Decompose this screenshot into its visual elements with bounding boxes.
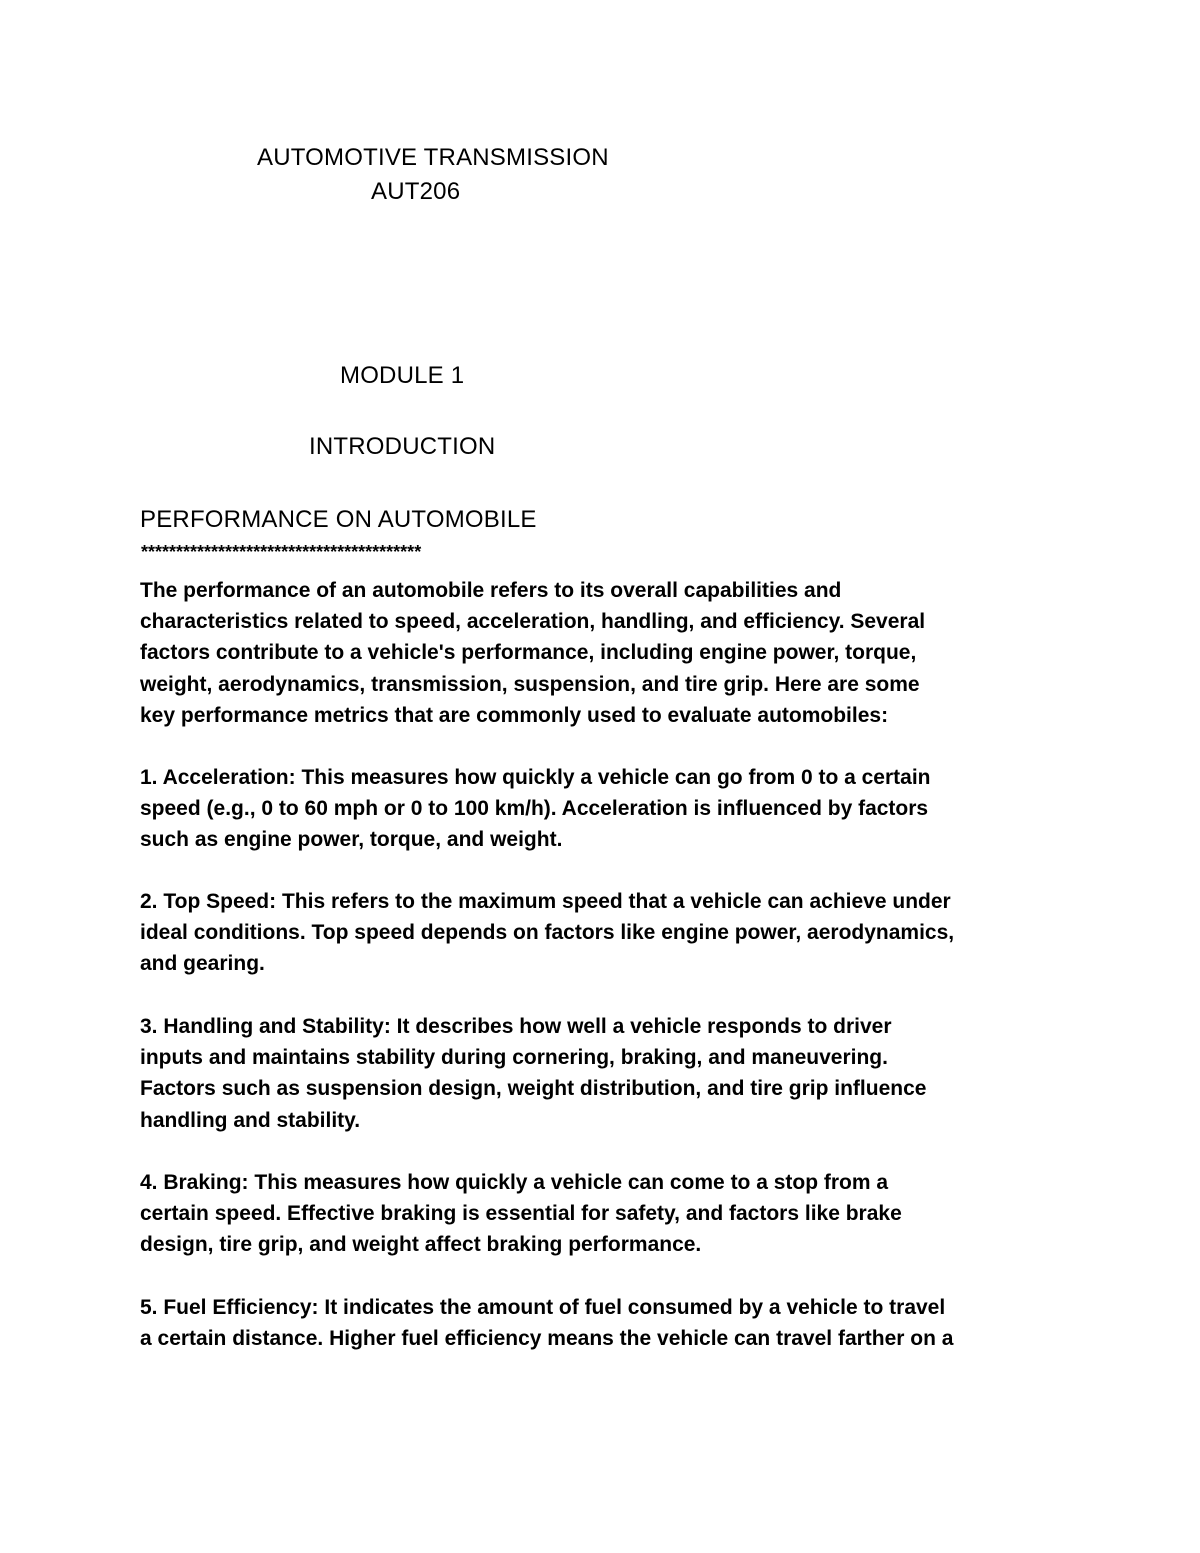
list-item-fuel-efficiency (140, 1292, 1070, 1354)
text-line: Factors such as suspension design, weight distribution, and tire grip influence (140, 1077, 927, 1101)
text-line: key performance metrics that are commonly used to evaluate automobiles: (140, 703, 889, 727)
text-line: The performance of an automobile refers to its overall capabilities and (140, 579, 842, 602)
list-item-handling (140, 1011, 1070, 1136)
intro-paragraph (140, 575, 1070, 731)
course-title: AUTOMOTIVE TRANSMISSION (257, 144, 609, 171)
course-code: AUT206 (371, 178, 461, 205)
text-line: certain speed. Effective braking is essential for safety, and factors like brake (140, 1202, 902, 1226)
module-label: MODULE 1 (340, 362, 465, 389)
text-line: a certain distance. Higher fuel efficiency means the vehicle can travel farther on a (140, 1327, 954, 1351)
text-line: factors contribute to a vehicle's performance, including engine power, torque, (140, 641, 917, 665)
section-heading: PERFORMANCE ON AUTOMOBILE (140, 506, 537, 533)
text-line: characteristics related to speed, acceleration, handling, and efficiency. Several (140, 610, 926, 634)
list-item-acceleration (140, 762, 1070, 856)
text-line: handling and stability. (140, 1108, 361, 1132)
list-item-braking (140, 1167, 1070, 1261)
text-line: such as engine power, torque, and weight. (140, 828, 563, 852)
section-title: INTRODUCTION (309, 433, 496, 460)
list-item-top-speed (140, 886, 1070, 980)
separator-line: **************************************** (141, 542, 422, 562)
text-line: 1. Acceleration: This measures how quickly a vehicle can go from 0 to a certain (140, 766, 931, 789)
text-line: ideal conditions. Top speed depends on factors like engine power, aerodynamics, (140, 921, 955, 945)
text-line: inputs and maintains stability during cornering, braking, and maneuvering. (140, 1046, 888, 1070)
text-line: weight, aerodynamics, transmission, suspension, and tire grip. Here are some (140, 672, 920, 696)
text-line: and gearing. (140, 952, 265, 976)
text-line: speed (e.g., 0 to 60 mph or 0 to 100 km/h). Acceleration is influenced by factors (140, 797, 929, 821)
text-line: 4. Braking: This measures how quickly a vehicle can come to a stop from a (140, 1171, 889, 1194)
text-line: 2. Top Speed: This refers to the maximum speed that a vehicle can achieve under (140, 890, 951, 913)
text-line: 5. Fuel Efficiency: It indicates the amount of fuel consumed by a vehicle to travel (140, 1296, 946, 1319)
text-line: 3. Handling and Stability: It describes how well a vehicle responds to driver (140, 1015, 892, 1038)
text-line: design, tire grip, and weight affect braking performance. (140, 1233, 702, 1257)
